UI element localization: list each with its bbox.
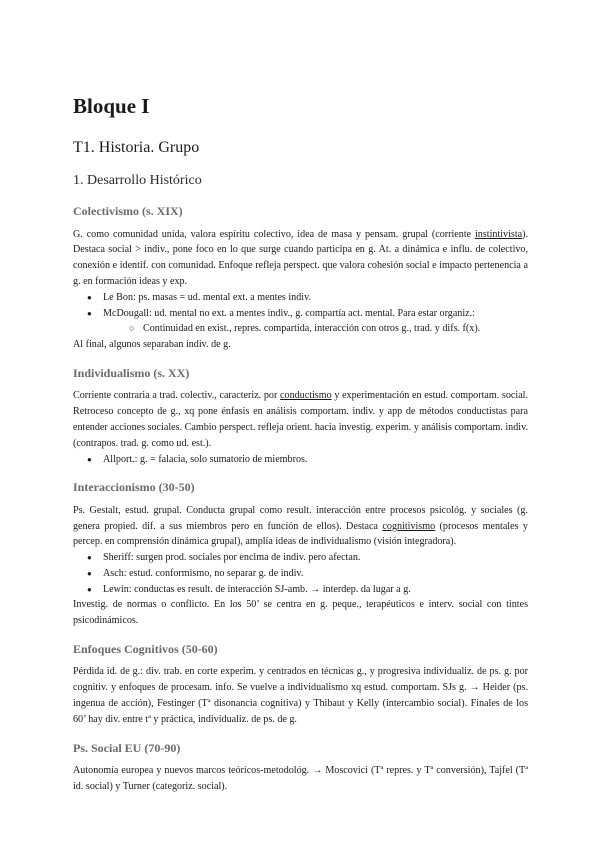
sub-list-item-text: Continuidad en exist., repres. compartida, interacción con otros g., trad. y difs. f(x).: [143, 323, 481, 335]
list-item-text: Sheriff: surgen prod. sociales por encima de indiv. pero afectan.: [103, 552, 361, 564]
list-item: [73, 290, 528, 306]
individualismo-text-a: Corriente contraria a trad. colectiv., caracteriz. por: [73, 390, 281, 402]
list-item-text: Asch: estud. conformismo, no separar g. de indiv.: [103, 567, 304, 579]
individualismo-text-b: y experimentación en estud. comportam. social. Retroceso concepto de g., xq pone énfasis en análisis comportam. indiv. y app de métodos conductistas para entender acciones sociales. Cambio perspect. refleja orient. hacia investig. experim. y análisis comportam. indiv. (contrapos. trad. g. como ud. est.).: [73, 390, 529, 449]
interaccionismo-paragraph: [73, 503, 528, 550]
list-item-text: Lewin: conductas es result. de interacción SJ-amb. → interdep. da lugar a g.: [103, 583, 411, 595]
bullet-icon: ●: [87, 292, 92, 302]
colectivismo-closing: Al final, algunos separaban indiv. de g.: [73, 339, 231, 351]
list-item-text: Le Bon: ps. masas = ud. mental ext. a mentes indiv.: [103, 291, 311, 303]
spacer: [73, 353, 528, 366]
spacer: [73, 467, 528, 480]
topic-heading: T1. Historia. Grupo: [73, 139, 200, 157]
colectivismo-text-a: G. como comunidad unida, valora espíritu colectivo, idea de masa y pensam. grupal (corriente: [73, 228, 475, 240]
conductismo-term: conductismo: [280, 390, 332, 402]
cognitivos-heading: Enfoques Cognitivos (50-60): [73, 642, 218, 657]
colectivismo-heading: Colectivismo (s. XIX): [73, 204, 183, 219]
individualismo-paragraph: [73, 388, 528, 451]
cognitivismo-term: cognitivismo: [382, 520, 436, 532]
spacer: [73, 629, 528, 642]
cognitivos-paragraph: Pérdida id. de g.: div. trab. en corte experim. y centrados en técnicas g., y progresiva individualiz. de ps. g. por cognitiv. y enfoques de procesam. info. Se vuelve a individualismo xq estud. comportam. SJs g. → Heider (ps. ingenua de acción), Festinger (Tª disonancia cognitiva) y Thibaut y Kelly (intercambio social). Finales de los 60’ hay div. entre tª y práctica, individualiz. de ps. de g.: [73, 666, 528, 725]
bullet-icon: ●: [87, 553, 92, 563]
interaccionismo-text-a: Ps. Gestalt, estud. grupal. Conducta grupal como result. interacción entre procesos psicológ. y sociales (g. genera propied. dif. a sus miembros pero en función de ellos). Destaca: [73, 504, 528, 532]
list-item: [73, 550, 528, 566]
interaccionismo-heading: Interaccionismo (30-50): [73, 480, 195, 495]
individualismo-heading: Individualismo (s. XX): [73, 365, 190, 380]
spacer: [73, 728, 528, 741]
bullet-icon: ●: [87, 584, 92, 594]
list-item: [73, 582, 528, 598]
bullet-icon: ●: [87, 454, 92, 464]
list-item: [73, 566, 528, 582]
sub-list-item: [73, 321, 528, 337]
individualismo-list: [73, 452, 528, 468]
instintivista-term: instintivista: [475, 228, 523, 240]
document-content: [73, 94, 528, 795]
bullet-icon: ●: [87, 568, 92, 578]
list-item: [73, 452, 528, 468]
psocial-paragraph: Autonomía europea y nuevos marcos teóricos-metodológ. → Moscovici (Tª repres. y Tª conversión), Tajfel (Tª id. social) y Turner (categoriz. social).: [73, 765, 528, 792]
colectivismo-list: [73, 290, 528, 337]
section-heading: 1. Desarrollo Histórico: [73, 173, 202, 189]
colectivismo-text-b: ). Destaca social > indiv., pone foco en lo que surge cuando participa en g. At. a dinámica e influ. de colectivo, conexión e identif. con comunidad. Enfoque refleja perspect. que valora cohesión social e impacto pertenencia a g. en formación ideas y exp.: [73, 228, 528, 287]
bloque-heading: Bloque I: [73, 94, 150, 118]
list-item-text: McDougall: ud. mental no ext. a mentes indiv., g. compartía act. mental. Para estar organiz.:: [103, 307, 475, 319]
list-item: [73, 306, 528, 322]
list-item-text: Allport.: g. = falacia, solo sumatorio de miembros.: [103, 453, 308, 465]
interaccionismo-list: [73, 550, 528, 597]
colectivismo-paragraph: [73, 227, 528, 290]
bullet-icon: ●: [87, 308, 92, 318]
interaccionismo-text-b: (procesos mentales y percep. en comprensión dinámica grupal), amplía ideas de individualismo (visión integradora).: [73, 520, 528, 548]
psocial-heading: Ps. Social EU (70-90): [73, 740, 181, 755]
hollow-bullet-icon: ○: [129, 323, 135, 334]
interaccionismo-closing: Investig. de normas o conflicto. En los 50’ se centra en g. peque., terapéuticos e interv. social con tintes psicodinámicos.: [73, 599, 528, 627]
